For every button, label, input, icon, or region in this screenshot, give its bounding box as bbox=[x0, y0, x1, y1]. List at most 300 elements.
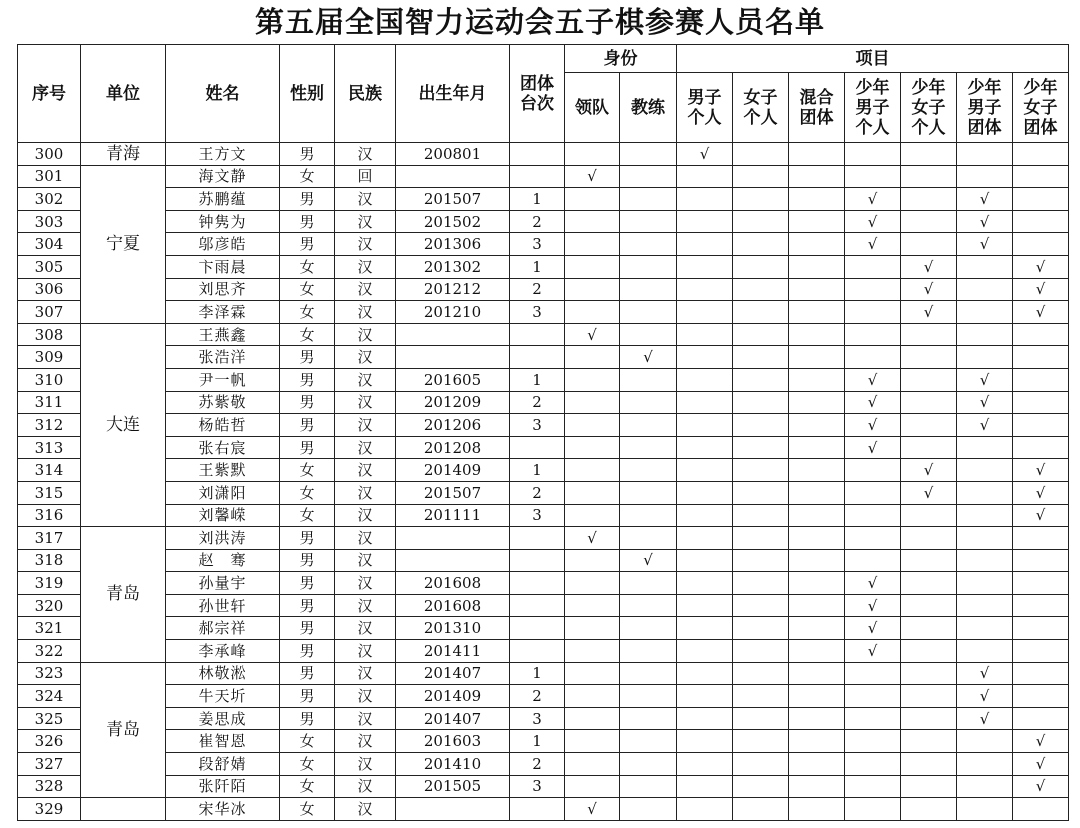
cell-team-order: 3 bbox=[510, 775, 565, 798]
cell-event-0 bbox=[677, 481, 733, 504]
cell-event-2 bbox=[789, 391, 845, 414]
cell-coach bbox=[620, 798, 677, 821]
cell-event-6 bbox=[1013, 798, 1069, 821]
cell-event-1 bbox=[733, 301, 789, 324]
cell-event-6 bbox=[1013, 346, 1069, 369]
cell-team-order: 1 bbox=[510, 730, 565, 753]
cell-coach bbox=[620, 594, 677, 617]
table-row bbox=[18, 753, 1069, 776]
cell-event-0 bbox=[677, 504, 733, 527]
cell-event-1 bbox=[733, 753, 789, 776]
cell-event-2 bbox=[789, 414, 845, 437]
cell-seq: 303 bbox=[18, 210, 81, 233]
cell-ethnicity: 汉 bbox=[335, 481, 396, 504]
cell-event-0 bbox=[677, 572, 733, 595]
cell-event-2 bbox=[789, 436, 845, 459]
cell-unit: 青岛 bbox=[81, 527, 166, 663]
cell-gender: 男 bbox=[280, 640, 335, 663]
cell-name: 杨皓哲 bbox=[166, 414, 280, 437]
cell-event-0 bbox=[677, 436, 733, 459]
cell-team-order bbox=[510, 572, 565, 595]
cell-event-4 bbox=[901, 572, 957, 595]
header-event-1: 女子个人 bbox=[733, 73, 789, 143]
cell-event-3-checked: √ bbox=[845, 572, 901, 595]
cell-event-0 bbox=[677, 278, 733, 301]
cell-event-1 bbox=[733, 188, 789, 211]
cell-ethnicity: 汉 bbox=[335, 210, 396, 233]
table-row bbox=[18, 255, 1069, 278]
cell-coach bbox=[620, 414, 677, 437]
cell-event-2 bbox=[789, 594, 845, 617]
cell-event-2 bbox=[789, 255, 845, 278]
cell-birth: 201111 bbox=[396, 504, 510, 527]
cell-event-1 bbox=[733, 459, 789, 482]
cell-event-1 bbox=[733, 662, 789, 685]
cell-ethnicity: 汉 bbox=[335, 414, 396, 437]
cell-birth: 201502 bbox=[396, 210, 510, 233]
cell-event-0 bbox=[677, 233, 733, 256]
table-row bbox=[18, 617, 1069, 640]
cell-event-3-checked: √ bbox=[845, 210, 901, 233]
cell-event-6 bbox=[1013, 662, 1069, 685]
header-ethnicity: 民族 bbox=[335, 45, 396, 143]
cell-event-3 bbox=[845, 459, 901, 482]
cell-event-1 bbox=[733, 210, 789, 233]
cell-coach bbox=[620, 685, 677, 708]
cell-coach bbox=[620, 730, 677, 753]
cell-team-order bbox=[510, 143, 565, 166]
cell-unit: 宁夏 bbox=[81, 165, 166, 323]
cell-event-3-checked: √ bbox=[845, 414, 901, 437]
cell-event-3 bbox=[845, 730, 901, 753]
table-row bbox=[18, 549, 1069, 572]
cell-leader bbox=[565, 391, 620, 414]
cell-birth bbox=[396, 527, 510, 550]
cell-team-order: 2 bbox=[510, 210, 565, 233]
cell-gender: 男 bbox=[280, 188, 335, 211]
cell-name: 苏鹏蕴 bbox=[166, 188, 280, 211]
cell-event-0 bbox=[677, 549, 733, 572]
cell-event-6-checked: √ bbox=[1013, 753, 1069, 776]
cell-event-0 bbox=[677, 459, 733, 482]
cell-name: 段舒婧 bbox=[166, 753, 280, 776]
cell-seq: 318 bbox=[18, 549, 81, 572]
cell-event-1 bbox=[733, 549, 789, 572]
cell-unit: 青岛 bbox=[81, 662, 166, 798]
cell-name: 张浩洋 bbox=[166, 346, 280, 369]
cell-team-order bbox=[510, 323, 565, 346]
cell-birth: 201603 bbox=[396, 730, 510, 753]
cell-coach bbox=[620, 436, 677, 459]
cell-event-4 bbox=[901, 391, 957, 414]
cell-leader bbox=[565, 707, 620, 730]
cell-seq: 312 bbox=[18, 414, 81, 437]
cell-unit: 大连 bbox=[81, 323, 166, 526]
table-row bbox=[18, 301, 1069, 324]
cell-leader bbox=[565, 504, 620, 527]
cell-ethnicity: 汉 bbox=[335, 188, 396, 211]
cell-team-order: 2 bbox=[510, 481, 565, 504]
cell-team-order bbox=[510, 436, 565, 459]
cell-ethnicity: 汉 bbox=[335, 368, 396, 391]
cell-leader bbox=[565, 617, 620, 640]
cell-seq: 325 bbox=[18, 707, 81, 730]
cell-event-2 bbox=[789, 527, 845, 550]
cell-event-2 bbox=[789, 617, 845, 640]
cell-event-3 bbox=[845, 165, 901, 188]
header-name: 姓名 bbox=[166, 45, 280, 143]
cell-event-3 bbox=[845, 527, 901, 550]
cell-event-4 bbox=[901, 549, 957, 572]
cell-leader bbox=[565, 685, 620, 708]
cell-event-2 bbox=[789, 685, 845, 708]
cell-event-5 bbox=[957, 753, 1013, 776]
cell-leader bbox=[565, 143, 620, 166]
cell-gender: 女 bbox=[280, 798, 335, 821]
cell-event-3 bbox=[845, 775, 901, 798]
cell-event-1 bbox=[733, 436, 789, 459]
cell-coach bbox=[620, 323, 677, 346]
cell-gender: 男 bbox=[280, 346, 335, 369]
cell-event-6 bbox=[1013, 527, 1069, 550]
table-row bbox=[18, 233, 1069, 256]
cell-seq: 327 bbox=[18, 753, 81, 776]
cell-event-1 bbox=[733, 707, 789, 730]
cell-name: 郝宗祥 bbox=[166, 617, 280, 640]
cell-name: 钟隽为 bbox=[166, 210, 280, 233]
cell-event-2 bbox=[789, 278, 845, 301]
table-row bbox=[18, 594, 1069, 617]
cell-event-0 bbox=[677, 594, 733, 617]
cell-event-3-checked: √ bbox=[845, 640, 901, 663]
table-row bbox=[18, 685, 1069, 708]
cell-event-5 bbox=[957, 640, 1013, 663]
cell-birth: 201411 bbox=[396, 640, 510, 663]
cell-coach bbox=[620, 640, 677, 663]
cell-coach bbox=[620, 662, 677, 685]
cell-name: 李承峰 bbox=[166, 640, 280, 663]
cell-event-3 bbox=[845, 662, 901, 685]
cell-ethnicity: 汉 bbox=[335, 549, 396, 572]
cell-event-5 bbox=[957, 594, 1013, 617]
cell-coach bbox=[620, 617, 677, 640]
cell-team-order: 3 bbox=[510, 301, 565, 324]
cell-birth: 201209 bbox=[396, 391, 510, 414]
cell-event-6 bbox=[1013, 188, 1069, 211]
cell-coach bbox=[620, 188, 677, 211]
cell-event-5 bbox=[957, 165, 1013, 188]
cell-coach bbox=[620, 459, 677, 482]
cell-coach bbox=[620, 368, 677, 391]
roster-table bbox=[17, 44, 1069, 821]
cell-event-6 bbox=[1013, 143, 1069, 166]
cell-event-3 bbox=[845, 685, 901, 708]
cell-event-6 bbox=[1013, 165, 1069, 188]
cell-seq: 315 bbox=[18, 481, 81, 504]
cell-name: 王紫默 bbox=[166, 459, 280, 482]
cell-birth: 201608 bbox=[396, 594, 510, 617]
table-row bbox=[18, 346, 1069, 369]
table-row bbox=[18, 775, 1069, 798]
cell-birth: 201410 bbox=[396, 753, 510, 776]
header-team-order: 团体台次 bbox=[510, 45, 565, 143]
cell-event-6 bbox=[1013, 323, 1069, 346]
cell-coach bbox=[620, 391, 677, 414]
cell-event-1 bbox=[733, 255, 789, 278]
cell-seq: 321 bbox=[18, 617, 81, 640]
cell-event-0 bbox=[677, 165, 733, 188]
cell-team-order: 3 bbox=[510, 414, 565, 437]
cell-team-order: 1 bbox=[510, 459, 565, 482]
cell-leader bbox=[565, 662, 620, 685]
cell-ethnicity: 汉 bbox=[335, 617, 396, 640]
cell-gender: 女 bbox=[280, 255, 335, 278]
cell-event-2 bbox=[789, 301, 845, 324]
cell-gender: 女 bbox=[280, 459, 335, 482]
cell-event-4 bbox=[901, 753, 957, 776]
cell-event-6 bbox=[1013, 210, 1069, 233]
cell-coach bbox=[620, 481, 677, 504]
cell-event-3 bbox=[845, 301, 901, 324]
cell-event-3 bbox=[845, 798, 901, 821]
cell-coach bbox=[620, 504, 677, 527]
cell-event-0 bbox=[677, 346, 733, 369]
cell-event-6-checked: √ bbox=[1013, 730, 1069, 753]
cell-event-4 bbox=[901, 210, 957, 233]
cell-event-0 bbox=[677, 730, 733, 753]
header-identity: 身份 bbox=[565, 45, 677, 73]
cell-name: 邬彦皓 bbox=[166, 233, 280, 256]
cell-event-5 bbox=[957, 278, 1013, 301]
cell-event-1 bbox=[733, 278, 789, 301]
cell-name: 姜思成 bbox=[166, 707, 280, 730]
cell-event-5 bbox=[957, 572, 1013, 595]
cell-seq: 301 bbox=[18, 165, 81, 188]
cell-ethnicity: 汉 bbox=[335, 255, 396, 278]
cell-event-1 bbox=[733, 233, 789, 256]
cell-event-4 bbox=[901, 165, 957, 188]
cell-event-5 bbox=[957, 798, 1013, 821]
cell-ethnicity: 汉 bbox=[335, 640, 396, 663]
cell-name: 牛天圻 bbox=[166, 685, 280, 708]
cell-seq: 302 bbox=[18, 188, 81, 211]
cell-event-6-checked: √ bbox=[1013, 504, 1069, 527]
cell-event-4-checked: √ bbox=[901, 255, 957, 278]
cell-coach bbox=[620, 775, 677, 798]
cell-ethnicity: 汉 bbox=[335, 391, 396, 414]
cell-ethnicity: 汉 bbox=[335, 459, 396, 482]
cell-leader bbox=[565, 188, 620, 211]
cell-birth bbox=[396, 798, 510, 821]
cell-event-6 bbox=[1013, 549, 1069, 572]
cell-name: 王燕鑫 bbox=[166, 323, 280, 346]
cell-leader bbox=[565, 368, 620, 391]
header-event-0: 男子个人 bbox=[677, 73, 733, 143]
cell-event-4 bbox=[901, 143, 957, 166]
cell-ethnicity: 汉 bbox=[335, 594, 396, 617]
cell-gender: 男 bbox=[280, 572, 335, 595]
header-unit: 单位 bbox=[81, 45, 166, 143]
cell-gender: 女 bbox=[280, 323, 335, 346]
cell-gender: 男 bbox=[280, 549, 335, 572]
cell-coach bbox=[620, 233, 677, 256]
cell-event-1 bbox=[733, 730, 789, 753]
table-row bbox=[18, 278, 1069, 301]
cell-event-1 bbox=[733, 572, 789, 595]
cell-event-3-checked: √ bbox=[845, 436, 901, 459]
cell-gender: 男 bbox=[280, 368, 335, 391]
cell-event-3-checked: √ bbox=[845, 368, 901, 391]
cell-event-2 bbox=[789, 798, 845, 821]
cell-gender: 男 bbox=[280, 617, 335, 640]
table-row bbox=[18, 640, 1069, 663]
cell-event-2 bbox=[789, 753, 845, 776]
cell-event-3 bbox=[845, 753, 901, 776]
cell-gender: 女 bbox=[280, 481, 335, 504]
table-row bbox=[18, 210, 1069, 233]
cell-event-5 bbox=[957, 436, 1013, 459]
cell-event-6 bbox=[1013, 594, 1069, 617]
cell-event-3 bbox=[845, 323, 901, 346]
cell-gender: 女 bbox=[280, 165, 335, 188]
cell-seq: 306 bbox=[18, 278, 81, 301]
table-row bbox=[18, 481, 1069, 504]
header-event-5: 少年男子团体 bbox=[957, 73, 1013, 143]
cell-event-1 bbox=[733, 346, 789, 369]
cell-team-order: 1 bbox=[510, 368, 565, 391]
cell-event-4 bbox=[901, 188, 957, 211]
cell-unit bbox=[81, 798, 166, 821]
cell-event-0 bbox=[677, 662, 733, 685]
cell-event-0 bbox=[677, 323, 733, 346]
cell-event-5 bbox=[957, 549, 1013, 572]
cell-name: 张右宸 bbox=[166, 436, 280, 459]
cell-event-3-checked: √ bbox=[845, 594, 901, 617]
cell-event-1 bbox=[733, 165, 789, 188]
cell-event-1 bbox=[733, 685, 789, 708]
cell-event-0 bbox=[677, 368, 733, 391]
cell-event-3-checked: √ bbox=[845, 188, 901, 211]
cell-event-3-checked: √ bbox=[845, 391, 901, 414]
cell-name: 刘潇阳 bbox=[166, 481, 280, 504]
cell-team-order: 2 bbox=[510, 278, 565, 301]
cell-event-3 bbox=[845, 278, 901, 301]
cell-event-0 bbox=[677, 640, 733, 663]
cell-gender: 男 bbox=[280, 210, 335, 233]
cell-name: 刘馨嵘 bbox=[166, 504, 280, 527]
cell-coach bbox=[620, 255, 677, 278]
cell-gender: 女 bbox=[280, 301, 335, 324]
cell-event-2 bbox=[789, 368, 845, 391]
cell-event-1 bbox=[733, 798, 789, 821]
cell-seq: 329 bbox=[18, 798, 81, 821]
cell-event-5 bbox=[957, 255, 1013, 278]
cell-event-5 bbox=[957, 143, 1013, 166]
cell-ethnicity: 汉 bbox=[335, 346, 396, 369]
header-birth: 出生年月 bbox=[396, 45, 510, 143]
cell-event-6 bbox=[1013, 572, 1069, 595]
cell-name: 赵 骞 bbox=[166, 549, 280, 572]
cell-birth bbox=[396, 346, 510, 369]
cell-ethnicity: 汉 bbox=[335, 707, 396, 730]
cell-event-1 bbox=[733, 368, 789, 391]
table-row bbox=[18, 798, 1069, 821]
cell-name: 张阡陌 bbox=[166, 775, 280, 798]
cell-event-1 bbox=[733, 323, 789, 346]
cell-event-5 bbox=[957, 775, 1013, 798]
cell-event-4 bbox=[901, 323, 957, 346]
cell-gender: 男 bbox=[280, 391, 335, 414]
cell-event-5-checked: √ bbox=[957, 685, 1013, 708]
cell-event-5-checked: √ bbox=[957, 662, 1013, 685]
cell-event-6 bbox=[1013, 685, 1069, 708]
cell-event-6 bbox=[1013, 436, 1069, 459]
cell-birth: 201208 bbox=[396, 436, 510, 459]
cell-event-0-checked: √ bbox=[677, 143, 733, 166]
cell-coach bbox=[620, 278, 677, 301]
cell-event-3 bbox=[845, 504, 901, 527]
cell-event-5 bbox=[957, 504, 1013, 527]
cell-event-4 bbox=[901, 436, 957, 459]
cell-event-6-checked: √ bbox=[1013, 278, 1069, 301]
header-event-6: 少年女子团体 bbox=[1013, 73, 1069, 143]
cell-event-1 bbox=[733, 481, 789, 504]
cell-event-5 bbox=[957, 617, 1013, 640]
table-row bbox=[18, 459, 1069, 482]
cell-event-0 bbox=[677, 685, 733, 708]
cell-event-6-checked: √ bbox=[1013, 481, 1069, 504]
table-row bbox=[18, 391, 1069, 414]
header-gender: 性别 bbox=[280, 45, 335, 143]
cell-event-6 bbox=[1013, 391, 1069, 414]
cell-event-2 bbox=[789, 572, 845, 595]
cell-name: 孙量宇 bbox=[166, 572, 280, 595]
cell-seq: 313 bbox=[18, 436, 81, 459]
cell-gender: 男 bbox=[280, 527, 335, 550]
cell-birth: 201505 bbox=[396, 775, 510, 798]
cell-team-order bbox=[510, 617, 565, 640]
cell-birth: 201310 bbox=[396, 617, 510, 640]
cell-leader bbox=[565, 436, 620, 459]
cell-event-0 bbox=[677, 527, 733, 550]
cell-event-0 bbox=[677, 753, 733, 776]
cell-event-1 bbox=[733, 504, 789, 527]
cell-event-5-checked: √ bbox=[957, 707, 1013, 730]
cell-event-6 bbox=[1013, 233, 1069, 256]
cell-birth bbox=[396, 323, 510, 346]
cell-birth: 201210 bbox=[396, 301, 510, 324]
cell-event-3 bbox=[845, 346, 901, 369]
cell-event-6 bbox=[1013, 368, 1069, 391]
table-row bbox=[18, 730, 1069, 753]
cell-event-5-checked: √ bbox=[957, 414, 1013, 437]
cell-gender: 女 bbox=[280, 278, 335, 301]
cell-leader bbox=[565, 459, 620, 482]
cell-seq: 314 bbox=[18, 459, 81, 482]
cell-gender: 女 bbox=[280, 504, 335, 527]
cell-event-3 bbox=[845, 549, 901, 572]
cell-event-5 bbox=[957, 730, 1013, 753]
cell-event-4 bbox=[901, 594, 957, 617]
cell-seq: 304 bbox=[18, 233, 81, 256]
cell-seq: 328 bbox=[18, 775, 81, 798]
cell-leader-checked: √ bbox=[565, 165, 620, 188]
cell-event-3 bbox=[845, 143, 901, 166]
cell-event-5 bbox=[957, 459, 1013, 482]
cell-event-5 bbox=[957, 346, 1013, 369]
table-row bbox=[18, 436, 1069, 459]
cell-leader bbox=[565, 775, 620, 798]
